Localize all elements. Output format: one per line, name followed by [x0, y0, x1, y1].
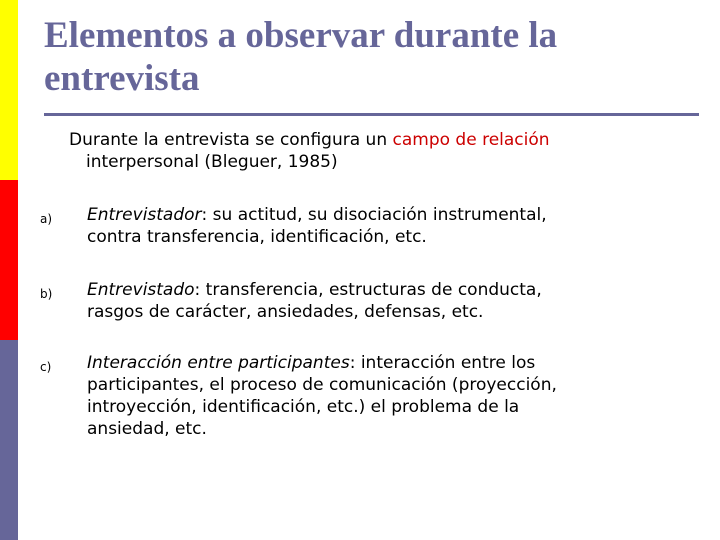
slide-title	[44, 14, 684, 100]
list-marker: a)	[40, 212, 53, 226]
list-item-text: : transferencia, estructuras de conducta,	[194, 280, 542, 300]
intro-paragraph	[69, 129, 669, 173]
title-underline	[44, 113, 699, 116]
list-item-term: Interacción entre participantes	[87, 353, 350, 373]
list-item-line: participantes, el proceso de comunicación (proyección,	[87, 375, 557, 395]
side-bar-red	[0, 180, 18, 340]
list-item-term: Entrevistador	[87, 205, 202, 225]
list-marker: b)	[40, 287, 53, 301]
list-item-line	[87, 279, 687, 301]
intro-line-2: interpersonal (Bleguer, 1985)	[86, 152, 338, 172]
list-item-line: ansiedad, etc.	[87, 419, 207, 439]
list-item-line: introyección, identificación, etc.) el problema de la	[87, 397, 520, 417]
intro-highlight: campo de relación	[392, 130, 550, 150]
side-bar-purple	[0, 340, 18, 540]
list-item-text: : su actitud, su disociación instrumental,	[201, 205, 547, 225]
list-item-term: Entrevistado	[87, 280, 195, 300]
list-item-content	[87, 352, 687, 440]
slide-title-line-1: Elementos a observar durante la	[44, 15, 558, 56]
list-item-line	[87, 352, 687, 374]
slide-title-line-2: entrevista	[44, 58, 200, 99]
list-item-content	[87, 279, 687, 323]
list-item-line	[87, 204, 687, 226]
list-item-line: rasgos de carácter, ansiedades, defensas, etc.	[87, 302, 484, 322]
side-bar-yellow	[0, 0, 18, 180]
list-item-line: contra transferencia, identificación, etc.	[87, 227, 427, 247]
intro-text: Durante la entrevista se configura un	[69, 130, 393, 150]
list-item-text: : interacción entre los	[349, 353, 536, 373]
list-item-content	[87, 204, 687, 248]
intro-line-1	[69, 129, 669, 151]
list-marker: c)	[40, 360, 52, 374]
